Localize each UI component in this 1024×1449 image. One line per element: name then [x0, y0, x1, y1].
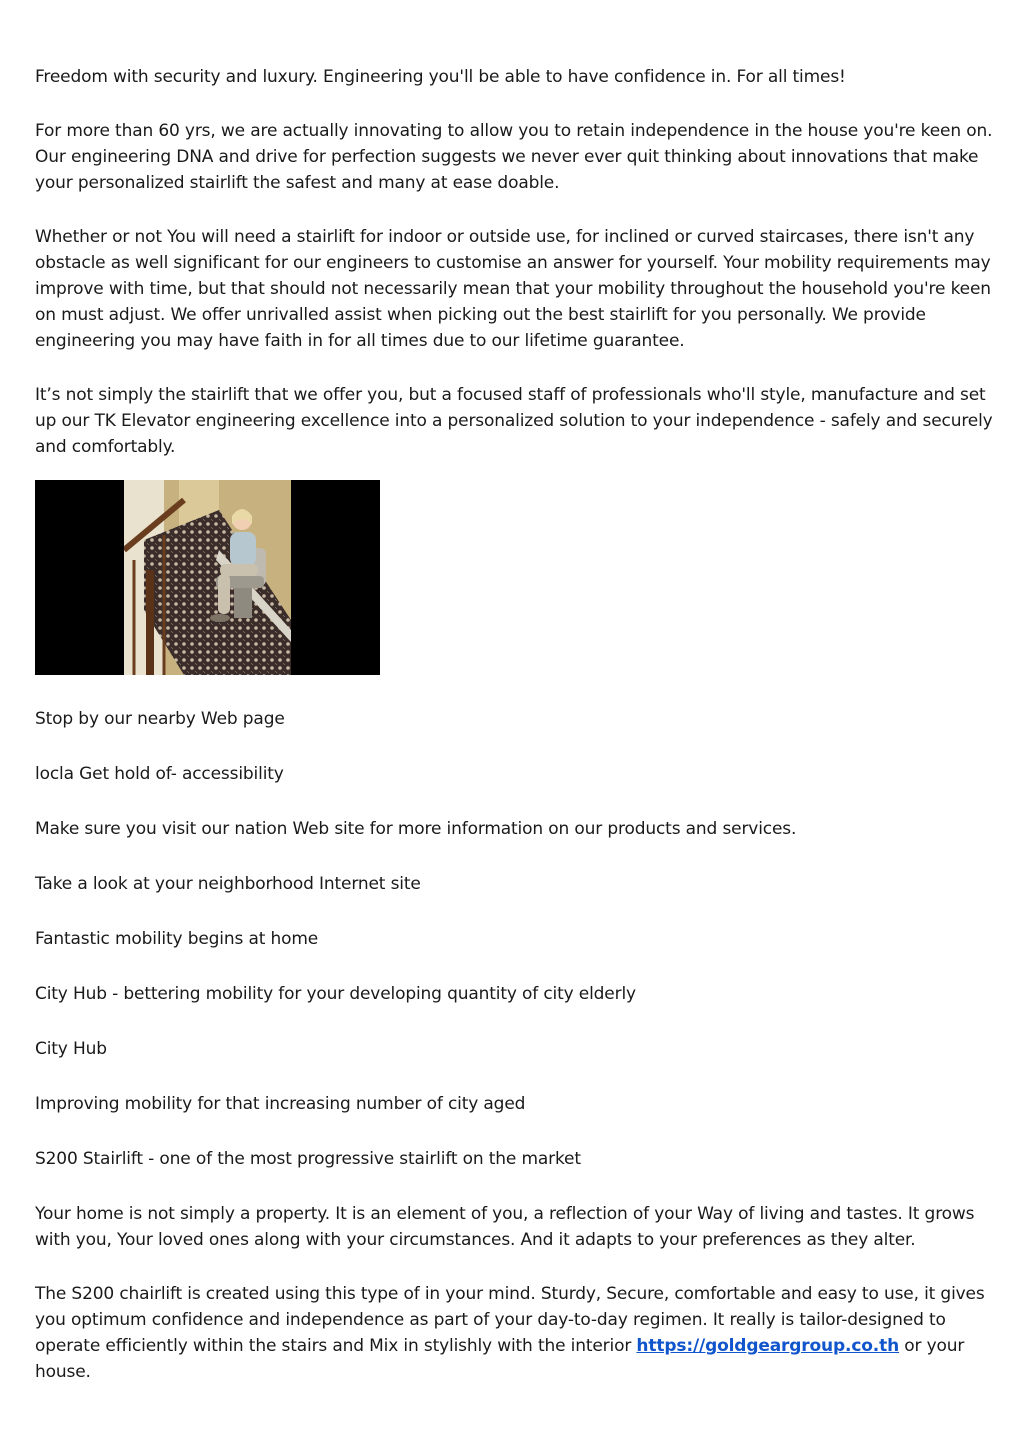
link-list [35, 706, 995, 1172]
list-item: Take a look at your neighborhood Internet site [35, 874, 421, 894]
s200-paragraph [35, 1281, 995, 1385]
list-item: Improving mobility for that increasing number of city aged [35, 1094, 526, 1114]
list-item: City Hub - bettering mobility for your developing quantity of city elderly [35, 984, 636, 1004]
document-body [35, 64, 995, 1385]
history-paragraph: For more than 60 yrs, we are actually innovating to allow you to retain independence in the house you're keen on. Our engineering DNA and drive for perfection suggests we never ever quit thinking about innovations that make your personalized stairlift the safest and many at ease doable. [35, 121, 993, 193]
s200-text-before: The S200 chairlift is created using this type of in your mind. Sturdy, Secure, comfortable and easy to use, it gives you optimum confidence and independence as part of your day-to-day regimen. It really is tailor-designed to operate efficiently within the stairs and Mix in stylishly with the interior [35, 1284, 985, 1356]
list-item: locla Get hold of- accessibility [35, 764, 284, 784]
intro-paragraph: Freedom with security and luxury. Engineering you'll be able to have confidence in. For all times! [35, 67, 846, 87]
stairlift-illustration-icon [124, 480, 291, 675]
engineering-paragraph: Whether or not You will need a stairlift for indoor or outside use, for inclined or curved staircases, there isn't any obstacle as well significant for our engineers to customise an answer for yourself. Your mobility requirements may improve with time, but that should not necessarily mean that your mobility throughout the household you're keen on must adjust. We offer unrivalled assist when picking out the best stairlift for you personally. We provide engineering you may have faith in for all times due to our lifetime guarantee. [35, 227, 991, 351]
stairlift-photo [35, 480, 380, 675]
goldgeargroup-link[interactable]: https://goldgeargroup.co.th [636, 1336, 900, 1356]
staff-paragraph: It’s not simply the stairlift that we offer you, but a focused staff of professionals who'll style, manufacture and set up our TK Elevator engineering excellence into a personalized solution to your independence - safely and securely and comfortably. [35, 385, 993, 457]
list-item: City Hub [35, 1039, 107, 1059]
stairlift-photo-scene [124, 480, 291, 675]
list-item: S200 Stairlift - one of the most progressive stairlift on the market [35, 1149, 581, 1169]
list-item: Stop by our nearby Web page [35, 709, 285, 729]
s200-text-after: or your house. [35, 1336, 965, 1382]
home-paragraph: Your home is not simply a property. It is an element of you, a reflection of your Way of living and tastes. It grows with you, Your loved ones along with your circumstances. And it adapts to your preferences as they alter. [35, 1204, 975, 1250]
list-item: Fantastic mobility begins at home [35, 929, 319, 949]
list-item: Make sure you visit our nation Web site for more information on our products and services. [35, 819, 797, 839]
